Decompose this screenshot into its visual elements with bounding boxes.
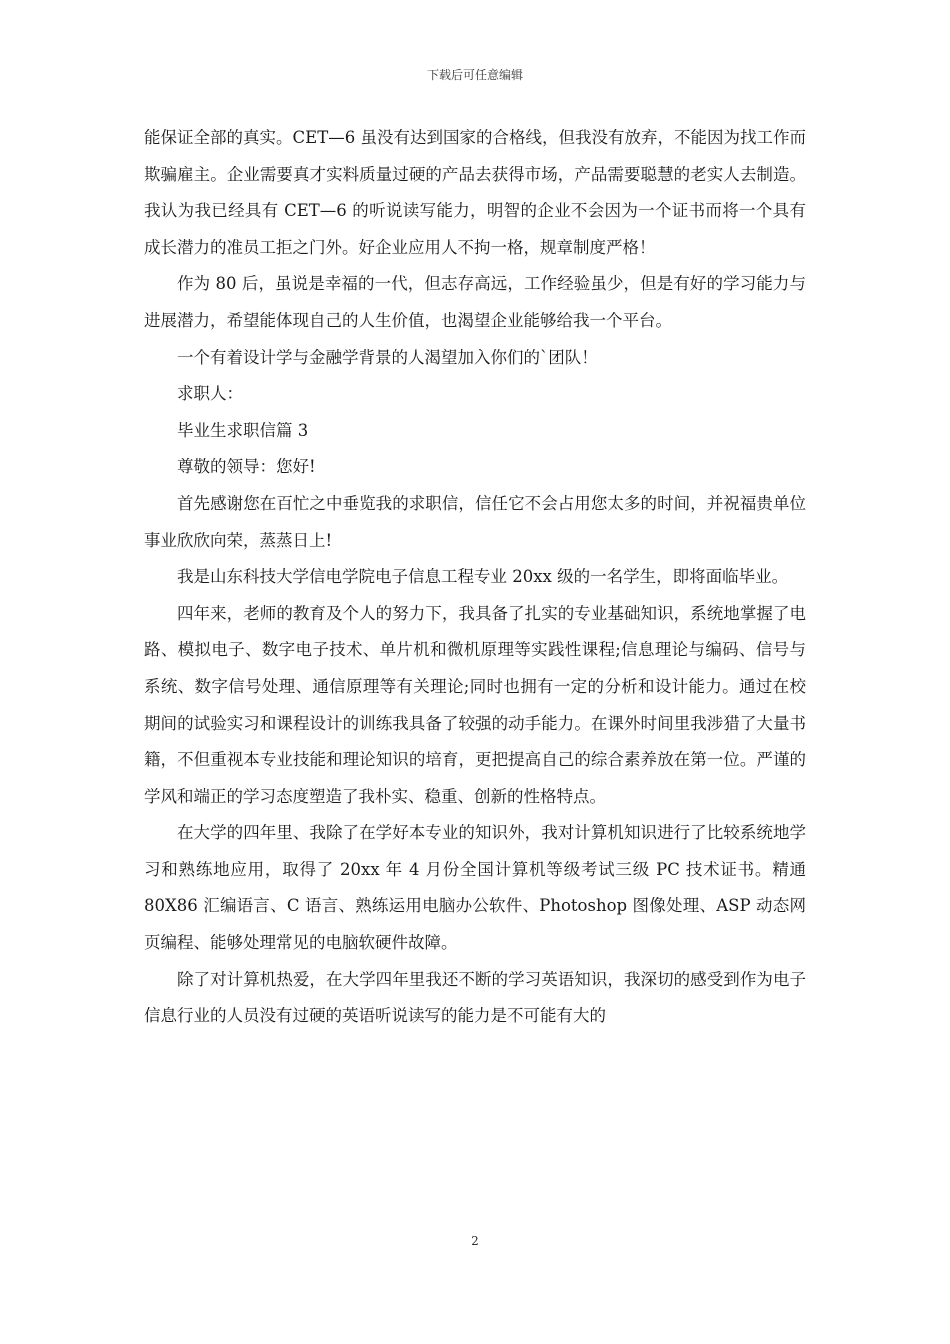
paragraph-1: 能保证全部的真实。CET—6 虽没有达到国家的合格线，但我没有放弃，不能因为找工作而欺骗雇主。企业需要真才实料质量过硬的产品去获得市场，产品需要聪慧的老实人去制造。我认为我已经具有 CET—6 的听说读写能力，明智的企业不会因为一个证书而将一个具有成长潜力的准员工拒之门外。好企业应用人不拘一格，规章制度严格！ [144, 128, 806, 257]
section-title: 毕业生求职信篇 3 [177, 420, 309, 440]
paragraph-7: 首先感谢您在百忙之中垂览我的求职信，信任它不会占用您太多的时间，并祝福贵单位事业欣欣向荣，蒸蒸日上! [144, 493, 806, 550]
salutation: 尊敬的领导：您好! [177, 457, 316, 477]
paragraph-3: 一个有着设计学与金融学背景的人渴望加入你们的`团队！ [177, 347, 598, 367]
paragraph-11: 除了对计算机热爱，在大学四年里我还不断的学习英语知识，我深切的感受到作为电子信息行业的人员没有过硬的英语听说读写的能力是不可能有大的 [144, 969, 806, 1026]
paragraph-8: 我是山东科技大学信电学院电子信息工程专业 20xx 级的一名学生，即将面临毕业。 [177, 567, 789, 587]
paragraph-2: 作为 80 后，虽说是幸福的一代，但志存高远，工作经验虽少，但是有好的学习能力与进展潜力，希望能体现自己的人生价值，也渴望企业能够给我一个平台。 [144, 274, 806, 330]
document-body [144, 120, 806, 1035]
paragraph-4: 求职人： [177, 384, 243, 404]
page-header: 下载后可任意编辑 [426, 68, 523, 82]
paragraph-10: 在大学的四年里、我除了在学好本专业的知识外，我对计算机知识进行了比较系统地学习和熟练地应用，取得了 20xx 年 4 月份全国计算机等级考试三级 PC 技术证书。精通 80X86 汇编语言、C 语言、熟练运用电脑办公软件、Photoshop 图像处理、ASP 动态网页编程、能够处理常见的电脑软硬件故障。 [144, 823, 806, 953]
paragraph-9: 四年来，老师的教育及个人的努力下，我具备了扎实的专业基础知识，系统地掌握了电路、模拟电子、数字电子技术、单片机和微机原理等实践性课程;信息理论与编码、信号与系统、数字信号处理、通信原理等有关理论;同时也拥有一定的分析和设计能力。通过在校期间的试验实习和课程设计的训练我具备了较强的动手能力。在课外时间里我涉猎了大量书籍，不但重视本专业技能和理论知识的培育，更把提高自己的综合素养放在第一位。严谨的学风和端正的学习态度塑造了我朴实、稳重、创新的性格特点。 [144, 603, 806, 806]
page-number: 2 [471, 1234, 479, 1248]
